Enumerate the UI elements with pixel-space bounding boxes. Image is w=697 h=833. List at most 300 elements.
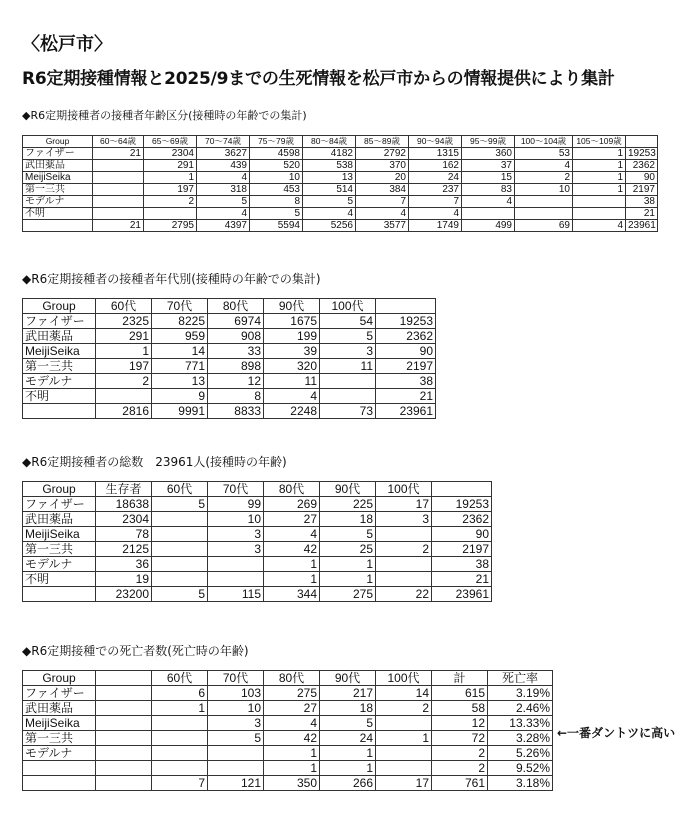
column-header: 80代 <box>264 482 320 497</box>
group-cell <box>23 761 96 776</box>
table-row <box>23 148 658 160</box>
value-cell: 3.19% <box>488 686 553 701</box>
group-cell <box>23 404 96 419</box>
value-cell: 37 <box>462 160 515 172</box>
value-cell <box>93 208 144 220</box>
table-row <box>23 557 492 572</box>
value-cell: 2304 <box>96 512 152 527</box>
value-cell: 21 <box>432 572 492 587</box>
value-cell: 19253 <box>626 148 658 160</box>
value-cell <box>320 389 376 404</box>
value-cell: 19 <box>96 572 152 587</box>
column-header: 100代 <box>320 299 376 314</box>
group-cell: 武田薬品 <box>23 701 96 716</box>
value-cell: 225 <box>320 497 376 512</box>
value-cell: 3 <box>320 344 376 359</box>
table-row <box>23 220 658 232</box>
column-header: 90～94歳 <box>409 136 462 148</box>
value-cell: 23961 <box>626 220 658 232</box>
value-cell <box>144 208 197 220</box>
value-cell: 4 <box>197 208 250 220</box>
column-header: 70代 <box>152 299 208 314</box>
value-cell: 162 <box>409 160 462 172</box>
group-cell: MeijiSeika <box>23 172 93 184</box>
value-cell: 1 <box>320 761 376 776</box>
column-header: 100代 <box>376 671 432 686</box>
value-cell: 2362 <box>376 329 436 344</box>
value-cell: 2795 <box>144 220 197 232</box>
value-cell: 4182 <box>303 148 356 160</box>
value-cell: 21 <box>626 208 658 220</box>
value-cell: 520 <box>250 160 303 172</box>
value-cell: 27 <box>264 512 320 527</box>
value-cell: 22 <box>376 587 432 602</box>
value-cell: 4 <box>264 389 320 404</box>
value-cell: 5 <box>152 587 208 602</box>
value-cell <box>96 746 152 761</box>
value-cell: 1 <box>573 160 626 172</box>
value-cell: 615 <box>432 686 488 701</box>
value-cell: 1 <box>573 172 626 184</box>
value-cell: 959 <box>152 329 208 344</box>
value-cell: 384 <box>356 184 409 196</box>
value-cell: 54 <box>320 314 376 329</box>
column-header: 95～99歳 <box>462 136 515 148</box>
value-cell: 10 <box>208 512 264 527</box>
value-cell: 9 <box>152 389 208 404</box>
table-row <box>23 746 553 761</box>
value-cell: 499 <box>462 220 515 232</box>
value-cell <box>152 542 208 557</box>
value-cell: 33 <box>208 344 264 359</box>
value-cell: 771 <box>152 359 208 374</box>
group-cell <box>23 776 96 791</box>
highlight-note: ←一番ダントツに高い <box>557 726 676 740</box>
value-cell: 761 <box>432 776 488 791</box>
value-cell: 21 <box>93 148 144 160</box>
value-cell: 1 <box>376 731 432 746</box>
value-cell: 24 <box>320 731 376 746</box>
value-cell: 237 <box>409 184 462 196</box>
value-cell: 1 <box>264 761 320 776</box>
table-row <box>23 587 492 602</box>
value-cell <box>152 716 208 731</box>
value-cell: 1 <box>264 572 320 587</box>
value-cell: 4 <box>515 160 573 172</box>
value-cell: 3 <box>208 716 264 731</box>
value-cell: 538 <box>303 160 356 172</box>
value-cell: 5256 <box>303 220 356 232</box>
table-row <box>23 731 553 746</box>
value-cell: 3627 <box>197 148 250 160</box>
column-header <box>376 299 436 314</box>
column-header: 生存者 <box>96 482 152 497</box>
value-cell: 3 <box>208 527 264 542</box>
column-header: Group <box>23 482 96 497</box>
value-cell: 269 <box>264 497 320 512</box>
value-cell: 344 <box>264 587 320 602</box>
column-header: 計 <box>432 671 488 686</box>
value-cell: 266 <box>320 776 376 791</box>
value-cell <box>376 746 432 761</box>
value-cell: 19253 <box>376 314 436 329</box>
value-cell: 90 <box>432 527 492 542</box>
value-cell: 453 <box>250 184 303 196</box>
column-header: 60代 <box>152 482 208 497</box>
column-header <box>626 136 658 148</box>
value-cell <box>515 208 573 220</box>
value-cell: 5 <box>208 731 264 746</box>
value-cell <box>96 731 152 746</box>
value-cell: 5594 <box>250 220 303 232</box>
value-cell <box>152 746 208 761</box>
value-cell <box>93 196 144 208</box>
value-cell: 3 <box>208 542 264 557</box>
value-cell <box>96 389 152 404</box>
value-cell <box>320 374 376 389</box>
value-cell: 1 <box>320 572 376 587</box>
group-cell: 武田薬品 <box>23 160 93 172</box>
value-cell: 3.18% <box>488 776 553 791</box>
value-cell: 217 <box>320 686 376 701</box>
group-cell: MeijiSeika <box>23 716 96 731</box>
value-cell: 21 <box>376 389 436 404</box>
value-cell: 58 <box>432 701 488 716</box>
column-header: 80代 <box>264 671 320 686</box>
table-row <box>23 196 658 208</box>
table-row <box>23 184 658 196</box>
value-cell: 4598 <box>250 148 303 160</box>
column-header: 75～79歳 <box>250 136 303 148</box>
value-cell: 121 <box>208 776 264 791</box>
group-cell: 第一三共 <box>23 731 96 746</box>
group-cell: ファイザー <box>23 148 93 160</box>
value-cell: 1315 <box>409 148 462 160</box>
column-header: 100代 <box>376 482 432 497</box>
table-row <box>23 314 436 329</box>
group-cell: MeijiSeika <box>23 527 96 542</box>
column-header: 60～64歳 <box>93 136 144 148</box>
value-cell: 275 <box>320 587 376 602</box>
value-cell <box>96 686 152 701</box>
deaths-table <box>22 670 553 791</box>
value-cell <box>93 160 144 172</box>
column-header: 85～89歳 <box>356 136 409 148</box>
table-row <box>23 208 658 220</box>
value-cell: 5 <box>303 196 356 208</box>
value-cell <box>208 746 264 761</box>
value-cell: 3.28% <box>488 731 553 746</box>
value-cell <box>208 761 264 776</box>
age-bracket-table <box>22 135 658 232</box>
value-cell: 2 <box>432 746 488 761</box>
column-header: 90代 <box>320 671 376 686</box>
value-cell: 4 <box>264 716 320 731</box>
table-row <box>23 527 492 542</box>
value-cell <box>152 761 208 776</box>
value-cell <box>96 761 152 776</box>
value-cell: 2 <box>376 542 432 557</box>
value-cell: 18638 <box>96 497 152 512</box>
value-cell: 2 <box>376 701 432 716</box>
value-cell: 18 <box>320 512 376 527</box>
value-cell: 10 <box>250 172 303 184</box>
value-cell: 99 <box>208 497 264 512</box>
group-cell: ファイザー <box>23 497 96 512</box>
header-row <box>23 671 553 686</box>
table-row <box>23 761 553 776</box>
value-cell: 2248 <box>264 404 320 419</box>
value-cell: 4 <box>409 208 462 220</box>
value-cell: 1 <box>320 557 376 572</box>
column-header <box>432 482 492 497</box>
group-cell <box>23 587 96 602</box>
group-cell: 第一三共 <box>23 542 96 557</box>
value-cell <box>152 731 208 746</box>
value-cell: 23200 <box>96 587 152 602</box>
table-row <box>23 172 658 184</box>
value-cell: 360 <box>462 148 515 160</box>
value-cell: 1 <box>573 184 626 196</box>
column-header: 60代 <box>96 299 152 314</box>
value-cell: 1675 <box>264 314 320 329</box>
value-cell <box>376 527 432 542</box>
value-cell: 197 <box>96 359 152 374</box>
column-header: Group <box>23 136 93 148</box>
value-cell: 6 <box>152 686 208 701</box>
value-cell: 318 <box>197 184 250 196</box>
value-cell: 13 <box>303 172 356 184</box>
table1-caption: ◆R6定期接種者の接種者年齢区分(接種時の年齢での集計) <box>22 109 307 122</box>
value-cell <box>376 761 432 776</box>
column-header <box>96 671 152 686</box>
value-cell: 1 <box>264 557 320 572</box>
value-cell: 18 <box>320 701 376 716</box>
header-row <box>23 299 436 314</box>
value-cell: 898 <box>208 359 264 374</box>
value-cell: 7 <box>356 196 409 208</box>
value-cell: 14 <box>152 344 208 359</box>
column-header: 70代 <box>208 482 264 497</box>
value-cell: 4 <box>356 208 409 220</box>
value-cell: 69 <box>515 220 573 232</box>
value-cell: 8 <box>208 389 264 404</box>
value-cell <box>96 701 152 716</box>
column-header: 60代 <box>152 671 208 686</box>
value-cell <box>152 572 208 587</box>
value-cell: 320 <box>264 359 320 374</box>
value-cell: 4 <box>462 196 515 208</box>
value-cell: 1749 <box>409 220 462 232</box>
value-cell: 19253 <box>432 497 492 512</box>
group-cell <box>23 220 93 232</box>
group-cell: 不明 <box>23 208 93 220</box>
column-header: 80代 <box>208 299 264 314</box>
value-cell <box>96 776 152 791</box>
value-cell: 83 <box>462 184 515 196</box>
table-row <box>23 512 492 527</box>
value-cell: 2792 <box>356 148 409 160</box>
value-cell: 5 <box>320 716 376 731</box>
group-cell: モデルナ <box>23 746 96 761</box>
value-cell <box>96 716 152 731</box>
value-cell <box>515 196 573 208</box>
table-row <box>23 359 436 374</box>
value-cell: 36 <box>96 557 152 572</box>
column-header: 70代 <box>208 671 264 686</box>
header-row <box>23 482 492 497</box>
value-cell: 13 <box>152 374 208 389</box>
table2-caption: ◆R6定期接種者の接種者年代別(接種時の年齢での集計) <box>22 272 321 286</box>
value-cell: 72 <box>432 731 488 746</box>
value-cell: 4397 <box>197 220 250 232</box>
value-cell <box>152 527 208 542</box>
value-cell: 3 <box>376 512 432 527</box>
value-cell: 2325 <box>96 314 152 329</box>
value-cell: 2362 <box>432 512 492 527</box>
table-row <box>23 404 436 419</box>
value-cell: 2304 <box>144 148 197 160</box>
value-cell: 4 <box>264 527 320 542</box>
value-cell <box>152 557 208 572</box>
value-cell: 25 <box>320 542 376 557</box>
value-cell: 370 <box>356 160 409 172</box>
value-cell <box>573 208 626 220</box>
group-cell: モデルナ <box>23 196 93 208</box>
value-cell <box>376 572 432 587</box>
group-cell: モデルナ <box>23 374 96 389</box>
value-cell: 8225 <box>152 314 208 329</box>
value-cell: 11 <box>264 374 320 389</box>
column-header: 70～74歳 <box>197 136 250 148</box>
table-row <box>23 776 553 791</box>
value-cell: 12 <box>432 716 488 731</box>
value-cell: 53 <box>515 148 573 160</box>
value-cell: 21 <box>93 220 144 232</box>
value-cell: 439 <box>197 160 250 172</box>
value-cell: 42 <box>264 731 320 746</box>
column-header: 80～84歳 <box>303 136 356 148</box>
group-cell: 武田薬品 <box>23 512 96 527</box>
value-cell <box>93 184 144 196</box>
value-cell: 1 <box>320 746 376 761</box>
value-cell: 15 <box>462 172 515 184</box>
value-cell: 38 <box>432 557 492 572</box>
value-cell: 4 <box>197 172 250 184</box>
table-row <box>23 497 492 512</box>
value-cell: 5 <box>320 527 376 542</box>
value-cell: 1 <box>144 172 197 184</box>
group-cell: 武田薬品 <box>23 329 96 344</box>
value-cell: 12 <box>208 374 264 389</box>
age-decade-table <box>22 298 436 419</box>
value-cell: 73 <box>320 404 376 419</box>
column-header: Group <box>23 671 96 686</box>
value-cell: 14 <box>376 686 432 701</box>
value-cell: 3577 <box>356 220 409 232</box>
group-cell: 第一三共 <box>23 359 96 374</box>
value-cell: 2197 <box>376 359 436 374</box>
column-header: 死亡率 <box>488 671 553 686</box>
value-cell: 2 <box>96 374 152 389</box>
table3-caption: ◆R6定期接種者の総数 23961人(接種時の年齢) <box>22 455 287 469</box>
value-cell: 6974 <box>208 314 264 329</box>
table-row <box>23 160 658 172</box>
value-cell: 2197 <box>432 542 492 557</box>
value-cell: 42 <box>264 542 320 557</box>
table-row <box>23 716 553 731</box>
group-cell: 不明 <box>23 572 96 587</box>
table-row <box>23 701 553 716</box>
value-cell: 90 <box>376 344 436 359</box>
value-cell: 10 <box>208 701 264 716</box>
value-cell <box>208 557 264 572</box>
value-cell: 908 <box>208 329 264 344</box>
value-cell: 24 <box>409 172 462 184</box>
value-cell: 5.26% <box>488 746 553 761</box>
value-cell <box>208 572 264 587</box>
value-cell <box>152 512 208 527</box>
value-cell: 78 <box>96 527 152 542</box>
value-cell: 90 <box>626 172 658 184</box>
value-cell: 5 <box>152 497 208 512</box>
value-cell: 8833 <box>208 404 264 419</box>
value-cell: 17 <box>376 776 432 791</box>
value-cell: 197 <box>144 184 197 196</box>
column-header: 100～104歳 <box>515 136 573 148</box>
value-cell: 13.33% <box>488 716 553 731</box>
value-cell: 17 <box>376 497 432 512</box>
page-title: 〈松戸市〉 <box>22 34 112 55</box>
value-cell: 39 <box>264 344 320 359</box>
table-row <box>23 542 492 557</box>
value-cell: 514 <box>303 184 356 196</box>
value-cell: 1 <box>96 344 152 359</box>
value-cell: 9.52% <box>488 761 553 776</box>
value-cell: 2 <box>432 761 488 776</box>
value-cell: 1 <box>264 746 320 761</box>
value-cell: 2.46% <box>488 701 553 716</box>
column-header: 65～69歳 <box>144 136 197 148</box>
value-cell: 7 <box>152 776 208 791</box>
table-row <box>23 374 436 389</box>
value-cell: 5 <box>320 329 376 344</box>
value-cell: 4 <box>573 220 626 232</box>
column-header: 90代 <box>264 299 320 314</box>
value-cell: 5 <box>250 208 303 220</box>
value-cell <box>573 196 626 208</box>
total-recipients-table <box>22 481 492 602</box>
value-cell: 115 <box>208 587 264 602</box>
group-cell: MeijiSeika <box>23 344 96 359</box>
value-cell <box>376 716 432 731</box>
value-cell: 38 <box>376 374 436 389</box>
value-cell: 2816 <box>96 404 152 419</box>
value-cell: 7 <box>409 196 462 208</box>
value-cell: 5 <box>197 196 250 208</box>
group-cell: モデルナ <box>23 557 96 572</box>
value-cell <box>376 557 432 572</box>
value-cell: 8 <box>250 196 303 208</box>
value-cell: 2362 <box>626 160 658 172</box>
value-cell <box>93 172 144 184</box>
value-cell: 11 <box>320 359 376 374</box>
header-row <box>23 136 658 148</box>
value-cell: 1 <box>152 701 208 716</box>
table-row <box>23 329 436 344</box>
value-cell: 23961 <box>432 587 492 602</box>
table-row <box>23 389 436 404</box>
